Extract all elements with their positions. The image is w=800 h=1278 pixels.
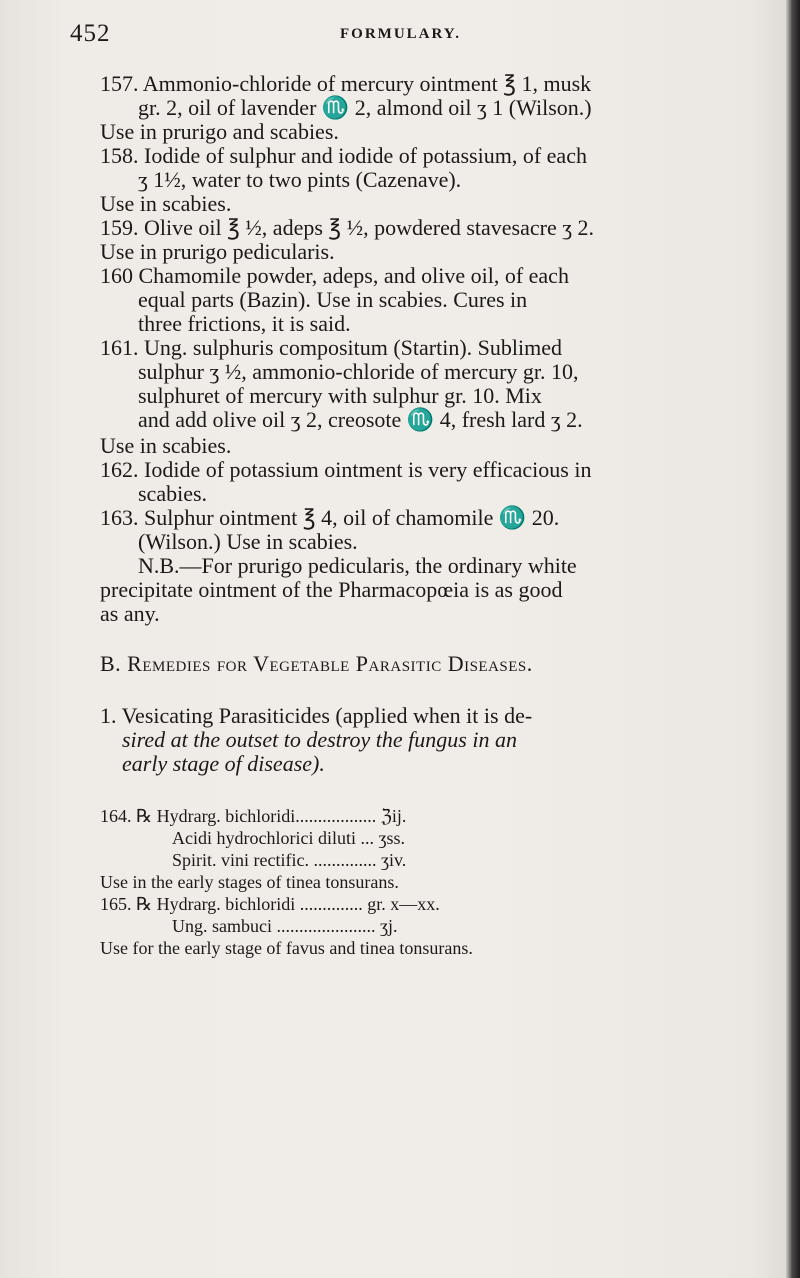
text-line: ʒ 1½, water to two pints (Cazenave). [138, 167, 462, 192]
text-line: and add olive oil ʒ 2, creosote ♏ 4, fresh lard ʒ 2. [138, 407, 583, 432]
text-line: Use for the early stage of favus and tinea tonsurans. [100, 938, 473, 958]
text-line: scabies. [138, 481, 208, 506]
text-line: (Wilson.) Use in scabies. [138, 529, 358, 554]
prescription-line: Spirit. vini rectific. .............. ʒiv. [172, 850, 407, 870]
text-line: as any. [100, 601, 160, 626]
text-line: sired at the outset to destroy the fungus in an [122, 727, 517, 752]
prescription-line: 164. ℞ Hydrarg. bichloridi.................. ℨij. [100, 806, 407, 826]
text-line: 159. Olive oil ℥ ½, adeps ℥ ½, powdered stavesacre ʒ 2. [100, 215, 595, 240]
text-line: Use in the early stages of tinea tonsurans. [100, 872, 399, 892]
prescription-line: Ung. sambuci ...................... ʒj. [172, 916, 398, 936]
running-head: FORMULARY. [340, 26, 462, 42]
text-line: Use in prurigo and scabies. [100, 119, 339, 144]
text-line: early stage of disease). [122, 751, 325, 776]
book-spine-shadow [786, 0, 800, 1278]
text-line: precipitate ointment of the Pharmacopœia is as good [100, 577, 563, 602]
text-line: 160 Chamomile powder, adeps, and olive oil, of each [100, 263, 569, 288]
subsection-heading: 1. Vesicating Parasiticides (applied when it is de- [100, 703, 533, 728]
text-line: 157. Ammonio-chloride of mercury ointment ℥ 1, musk [100, 71, 592, 96]
text-line: sulphuret of mercury with sulphur gr. 10. Mix [138, 383, 542, 408]
text-line: Use in prurigo pedicularis. [100, 239, 335, 264]
text-line: 158. Iodide of sulphur and iodide of potassium, of each [100, 143, 587, 168]
text-line: 163. Sulphur ointment ℥ 4, oil of chamomile ♏ 20. [100, 505, 560, 530]
page-number: 452 [70, 20, 111, 47]
prescription-line: Acidi hydrochlorici diluti ... ʒss. [172, 828, 405, 848]
text-line: 162. Iodide of potassium ointment is very efficacious in [100, 457, 592, 482]
text-line: 161. Ung. sulphuris compositum (Startin). Sublimed [100, 335, 562, 360]
prescription-line: 165. ℞ Hydrarg. bichloridi .............. gr. x—xx. [100, 894, 440, 914]
text-line: N.B.—For prurigo pedicularis, the ordinary white [138, 553, 577, 578]
text-line: sulphur ʒ ½, ammonio-chloride of mercury gr. 10, [138, 359, 579, 384]
page-header [70, 20, 760, 52]
text-line: Use in scabies. [100, 191, 232, 216]
text-line: gr. 2, oil of lavender ♏ 2, almond oil ʒ 1 (Wilson.) [138, 95, 592, 120]
text-line: equal parts (Bazin). Use in scabies. Cures in [138, 287, 528, 312]
text-line: three frictions, it is said. [138, 311, 351, 336]
text-line: Use in scabies. [100, 433, 232, 458]
section-heading: B. Remedies for Vegetable Parasitic Diseases. [100, 651, 533, 676]
